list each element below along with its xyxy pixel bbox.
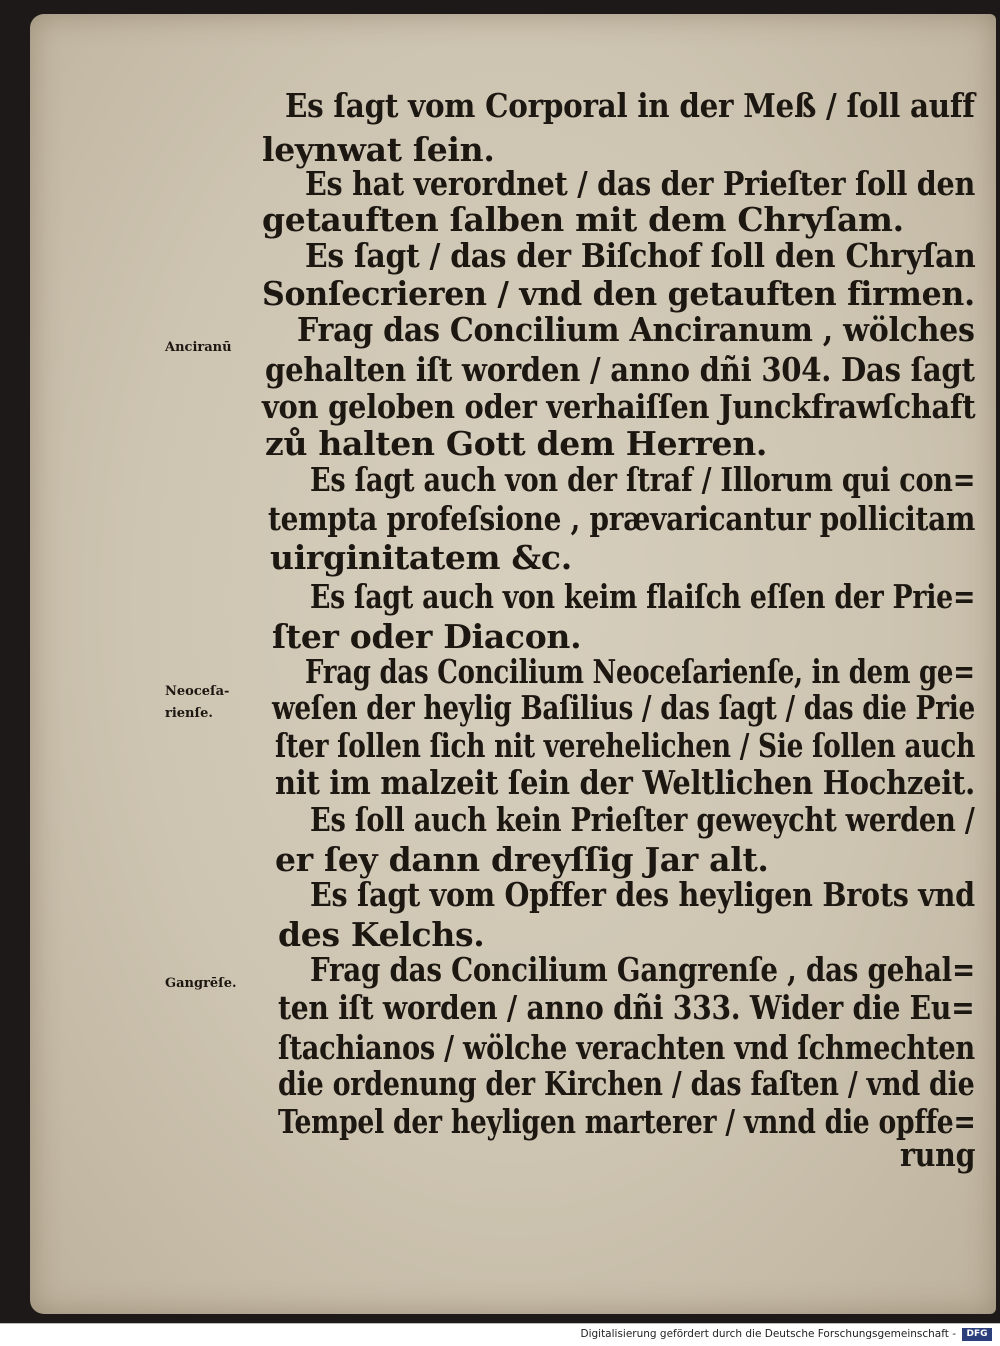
text-line: Es hat verordnet / das der Prieſter ſoll den [305, 164, 975, 203]
margin-note: Anciranū [165, 340, 232, 355]
text-line: Tempel der heyligen marterer / vnnd die opffe= [278, 1102, 976, 1141]
text-line: Es ſagt auch von der ſtraf / Illorum qui con= [310, 460, 976, 499]
text-line: ſtachianos / wölche verachten vnd ſchmechten [278, 1028, 975, 1067]
text-line: er ſey dann dreyſſig Jar alt. [275, 840, 769, 879]
text-line: ſter ſollen ſich nit verehelichen / Sie ſollen auch [275, 726, 976, 765]
text-line: Frag das Concilium Gangrenſe , das gehal= [310, 950, 975, 989]
text-line: Es ſagt auch von keim flaiſch eſſen der Prie= [310, 577, 976, 616]
text-line: nit im malzeit ſein der Weltlichen Hochzeit. [275, 763, 975, 802]
text-line: getauften ſalben mit dem Chryſam. [262, 200, 904, 239]
text-line: von geloben oder verhaiſſen Junckfrawſchaft [262, 387, 976, 426]
margin-note: rienſe. [165, 706, 213, 721]
text-line: Es ſagt vom Opffer des heyligen Brots vnd [310, 875, 975, 914]
text-line: weſen der heylig Baſilius / das ſagt / das die Prie [272, 688, 975, 727]
funding-credit: Digitalisierung gefördert durch die Deutsche Forschungsgemeinschaft - [580, 1328, 956, 1340]
text-line: zů halten Gott dem Herren. [265, 424, 768, 463]
text-line: Es ſagt / das der Biſchof ſoll den Chryſan [305, 236, 976, 275]
margin-note: Gangrēſe. [165, 976, 237, 991]
text-line: gehalten iſt worden / anno dñi 304. Das ſagt [265, 350, 975, 389]
text-line: Frag das Concilium Neoceſarienſe, in dem ge= [305, 652, 975, 691]
dfg-logo: DFG [962, 1328, 992, 1341]
text-line: des Kelchs. [278, 915, 485, 954]
text-line: uirginitatem &c. [270, 538, 572, 577]
text-line: Sonſecrieren / vnd den getauften firmen. [262, 274, 975, 313]
text-line: Frag das Concilium Anciranum , wölches [297, 310, 975, 349]
text-line: Es ſagt vom Corporal in der Meß / ſoll auff [285, 86, 975, 125]
text-line: leynwat ſein. [262, 130, 495, 169]
text-line: ten iſt worden / anno dñi 333. Wider die Eu= [278, 988, 975, 1027]
text-line: ſter oder Diacon. [272, 617, 582, 656]
text-line: Es ſoll auch kein Prieſter geweycht werden / [310, 800, 975, 839]
text-line: die ordenung der Kirchen / das faſten / vnd die [278, 1064, 975, 1103]
text-line: tempta profeſsione , prævaricantur pollicitam [268, 499, 976, 538]
footer-bar [0, 1323, 1000, 1346]
margin-note: Neoceſa- [165, 684, 230, 699]
text-line: rung [900, 1135, 976, 1174]
